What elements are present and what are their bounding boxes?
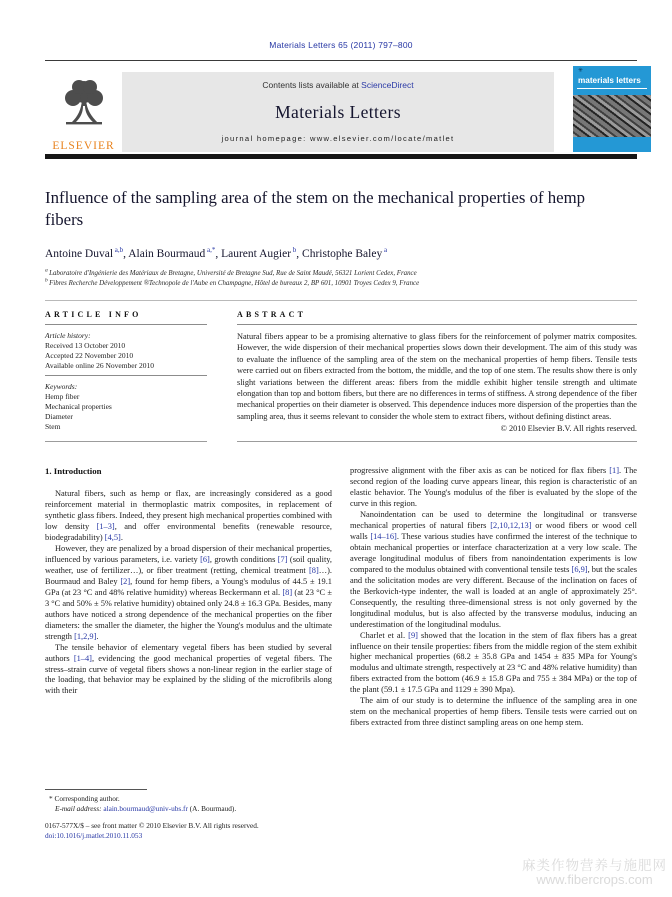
cover-logo-icon: ✳ — [578, 68, 584, 74]
text-segment: or wood fibers or wood cell walls — [350, 521, 637, 541]
text-segment: progressive alignment with the fiber axis as can be noticed for flax fibers — [350, 466, 610, 476]
elsevier-wordmark: ELSEVIER — [52, 140, 115, 152]
list-item: Mechanical properties — [45, 402, 112, 412]
body-right-column — [350, 466, 637, 729]
article-title: Influence of the sampling area of the stem on the mechanical properties of hemp fibers — [45, 188, 586, 229]
email-suffix: (A. Bourmaud). — [187, 803, 237, 813]
citation-link[interactable]: [1] — [609, 466, 619, 476]
section-divider — [45, 300, 637, 301]
text-segment: , found for hemp fibers, a Young's modulus of 44.5 ± 19.1 GPa (at 23 °C and 48% relative humidity) whereas Beckermann et al. — [45, 576, 332, 597]
superscript: a — [45, 267, 50, 274]
issn-line: 0167-577X/$ – see front matter © 2010 Elsevier B.V. All rights reserved. — [45, 821, 259, 831]
text-segment: , and offer environmental benefits (renewable resource, biodegradability) — [45, 522, 332, 543]
email-line — [45, 804, 345, 814]
citation-link[interactable]: [9] — [408, 630, 418, 640]
citation-link[interactable]: [8] — [308, 565, 319, 575]
elsevier-tree-icon — [58, 78, 110, 139]
text-segment: , but the scales and the solicitation modes are very different. Because of the inclination on faces of the Berkovich-type indenter, the wall is loaded at an angle of approximately 25°. Consequently, the resulting three-dimensional stress is not only governed by the longitudinal modulus, but is also affected by the transverse modulus, inducing an underestimation of the longitudinal modulus. — [350, 564, 637, 629]
contents-prefix-text: Contents lists available at — [262, 80, 362, 90]
text-segment: Antoine Duval — [45, 248, 114, 260]
cover-divider — [577, 88, 647, 89]
footnote-block — [45, 789, 345, 840]
text-segment: . These various studies have confirmed the interest of the technique to obtain mechanical properties or interface characterization at a very low scale. The average longitudinal modulus of fibers from nanoindentation experiments is low compared to the modulus obtained with conventional tensile tests — [350, 531, 637, 574]
elsevier-logo[interactable] — [45, 72, 122, 152]
banner-center-panel — [122, 72, 554, 152]
citation-link[interactable]: [1,2,9] — [74, 631, 97, 641]
footnote-rule — [45, 789, 147, 790]
intro-paragraph — [350, 510, 637, 630]
text-segment: Laboratoire d'Ingénierie des Matériaux de Bretagne, Université de Bretagne Sud, Rue de Saint Maudé, 56321 Lorient Cedex, France — [49, 270, 417, 277]
superscript: b — [45, 277, 50, 284]
list-item: Received 13 October 2010 — [45, 341, 126, 350]
abstract-text: Natural fibers appear to be a promising alternative to glass fibers for the reinforcement of polymer matrix composites. However, the wide dispersion of their mechanical properties slows down their development. The aim of this study was to evaluate the influence of the sampling area of the stem on the mechanical properties of hemp fibers. Tensile tests were carried out on fibers extracted from the bottom, the middle, and the top of one stem. The results show there is only slight variations between the different areas: fibers from the middle exhibit higher tensile strength and ultimate elongation than top and bottom fibers, but there are no differences in terms of stiffness. A strong dependence of the fiber mechanical properties on their diameter is observed. This dependence induces more dispersion of the properties than the sampling area, thus it seems relevant to consider the whole stem to extract fibers, without defining distinct areas. — [237, 332, 637, 421]
citation-link[interactable]: [1–3] — [96, 522, 115, 532]
email-link[interactable]: alain.bourmaud@univ-ubs.fr — [103, 803, 188, 813]
cover-title: materials letters — [578, 76, 641, 85]
text-segment: (at 23 °C ± 3 °C and 50% ± 5% relative humidity) obtained only 24.8 ± 16.3 GPa. Besides, many authors have noticed a strong dependence of the mechanical properties on the fiber diameters: the smaller the diameter, the higher the Young's modulus and the ultimate strength — [45, 587, 332, 641]
citation-link[interactable]: [4,5] — [104, 533, 121, 543]
introduction-heading: 1. Introduction — [45, 466, 102, 477]
citation-link[interactable]: [2,10,12,13] — [490, 521, 532, 531]
intro-paragraph — [350, 466, 637, 510]
list-item: Diameter — [45, 411, 73, 421]
citation-link[interactable]: [7] — [277, 554, 288, 564]
superscript: a,b — [113, 246, 124, 255]
intro-paragraph — [350, 631, 637, 697]
journal-homepage-link[interactable]: journal homepage: www.elsevier.com/locate/matlet — [221, 134, 455, 143]
cover-texture-image — [573, 95, 651, 137]
journal-cover-thumbnail[interactable] — [573, 66, 651, 152]
keywords-list — [45, 392, 207, 431]
list-item: Stem — [45, 421, 61, 431]
abstract-rule — [237, 324, 637, 325]
keywords-rule — [45, 375, 207, 376]
text-segment: The tensile behavior of elementary vegetal fibers has been studied by several authors — [45, 642, 332, 663]
watermark-chinese-text: 麻类作物营养与施肥网 — [522, 858, 667, 873]
list-item: Hemp fiber — [45, 392, 80, 402]
article-history-label: Article history: — [45, 331, 91, 340]
text-segment: , Alain Bourmaud — [123, 248, 206, 260]
text-segment: Fibres Recherche Développement ®Technopole de l'Aube en Champagne, Hôtel de bureaux 2, BP 601, 10901 Troyes Cedex 9, France — [49, 280, 420, 287]
text-segment: The aim of our study is to determine the influence of the sampling area in one stem on the mechanical properties of hemp fibers. Tensile tests were carried out on fibers extracted from three distinct sampling areas on one hemp stem. — [350, 696, 637, 728]
citation-link[interactable]: [14–16] — [370, 531, 397, 541]
article-history-list — [45, 341, 207, 370]
list-item: Accepted 22 November 2010 — [45, 350, 134, 360]
text-segment: , evidencing the good mechanical properties of vegetal fibers. The stress–strain curve of vegetal fibers shows a non-linear region in the earlier stage of the loading, that behavior may be explained by the sliding of the microfibrils along with their — [45, 653, 333, 696]
email-label: E-mail address: — [55, 803, 104, 813]
author-list — [45, 248, 637, 260]
header-rule — [45, 60, 637, 61]
text-segment: , Christophe Baley — [296, 248, 383, 260]
article-info-rule — [45, 324, 207, 325]
abstract-heading: ABSTRACT — [237, 310, 307, 319]
contents-line — [262, 80, 413, 90]
text-segment: Natural fibers, such as hemp or flax, are increasingly considered as a good reinforcement material in thermoplastic matrix composites, in replacement of synthetic glass fibers. Indeed, they present high mechanical properties combined with low density — [45, 489, 332, 532]
affiliation-a — [45, 269, 637, 279]
abstract-panel — [237, 310, 637, 442]
citation-link[interactable]: [1–4] — [73, 653, 92, 663]
intro-paragraph — [45, 544, 332, 643]
copyright-line: © 2010 Elsevier B.V. All rights reserved. — [500, 424, 637, 434]
intro-paragraph — [45, 643, 332, 698]
text-segment: showed that the location in the stem of flax fibers has a great influence on their tensile properties: fibers from the middle region of the stem exhibit higher mechanical properties (68.2 ± 35.8 GPa and 1454 ± 835 MPa for Young's modulus and ultimate strength, respectively at 23 °C and 48% relative humidity) than fibers extracted from the bottom (46.9 ± 15.8 GPa and 755 ± 384 MPa) or the top of the plant (59.1 ± 17.5 GPa and 1129 ± 390 Mpa). — [350, 630, 637, 695]
journal-citation[interactable]: Materials Letters 65 (2011) 797–800 — [269, 40, 413, 50]
affiliations — [45, 269, 637, 289]
text-segment: , growth conditions — [209, 554, 278, 564]
superscript: b — [291, 246, 297, 255]
text-segment: , Laurent Augier — [215, 248, 292, 260]
text-segment: Nanoindentation can be used to determine the longitudinal or transverse mechanical properties of natural fibers — [350, 510, 637, 531]
citation-link[interactable]: [2] — [120, 576, 131, 586]
text-segment: However, they are penalized by a broad dispersion of their mechanical properties, influenced by various parameters, i.e. variety — [45, 544, 332, 564]
superscript: a — [382, 246, 388, 255]
text-segment: . — [120, 533, 123, 543]
text-segment: Charlet et al. — [360, 630, 409, 640]
watermark — [522, 859, 667, 887]
citation-link[interactable]: [8] — [282, 587, 293, 597]
corresponding-author-note: * Corresponding author. — [49, 794, 120, 803]
citation-link[interactable]: [6] — [200, 554, 210, 564]
journal-banner — [45, 66, 641, 152]
body-columns — [45, 466, 637, 729]
keywords-label: Keywords: — [45, 382, 78, 392]
superscript: a,* — [205, 246, 216, 255]
affiliation-b — [45, 279, 637, 289]
doi-link[interactable]: doi:10.1016/j.matlet.2010.11.053 — [45, 830, 143, 840]
meta-section — [45, 310, 637, 442]
intro-paragraph — [350, 696, 637, 729]
text-segment: (soil quality, weather, use of fertilizer…), or fiber treatment (retting, chemical treatment — [45, 554, 333, 575]
intro-paragraph — [45, 489, 332, 544]
header-black-bar — [45, 154, 637, 159]
watermark-url: www.fibercrops.com — [536, 872, 653, 887]
article-info-panel — [45, 310, 207, 442]
text-segment: …). Bourmaud and Baley — [45, 565, 332, 586]
text-segment: . The second region of the loading curve appears linear, this region is characteristic of an elastic behavior. The Young's modulus of the fiber is evaluated by the slope of the curve in this region. — [350, 466, 637, 509]
article-info-heading: ARTICLE INFO — [45, 310, 142, 319]
journal-title: Materials Letters — [275, 101, 401, 122]
body-left-column — [45, 466, 332, 729]
text-segment: . — [96, 631, 99, 641]
citation-link[interactable]: [6,9] — [571, 564, 588, 574]
list-item: Available online 26 November 2010 — [45, 360, 154, 370]
sciencedirect-link[interactable]: ScienceDirect — [361, 80, 414, 90]
